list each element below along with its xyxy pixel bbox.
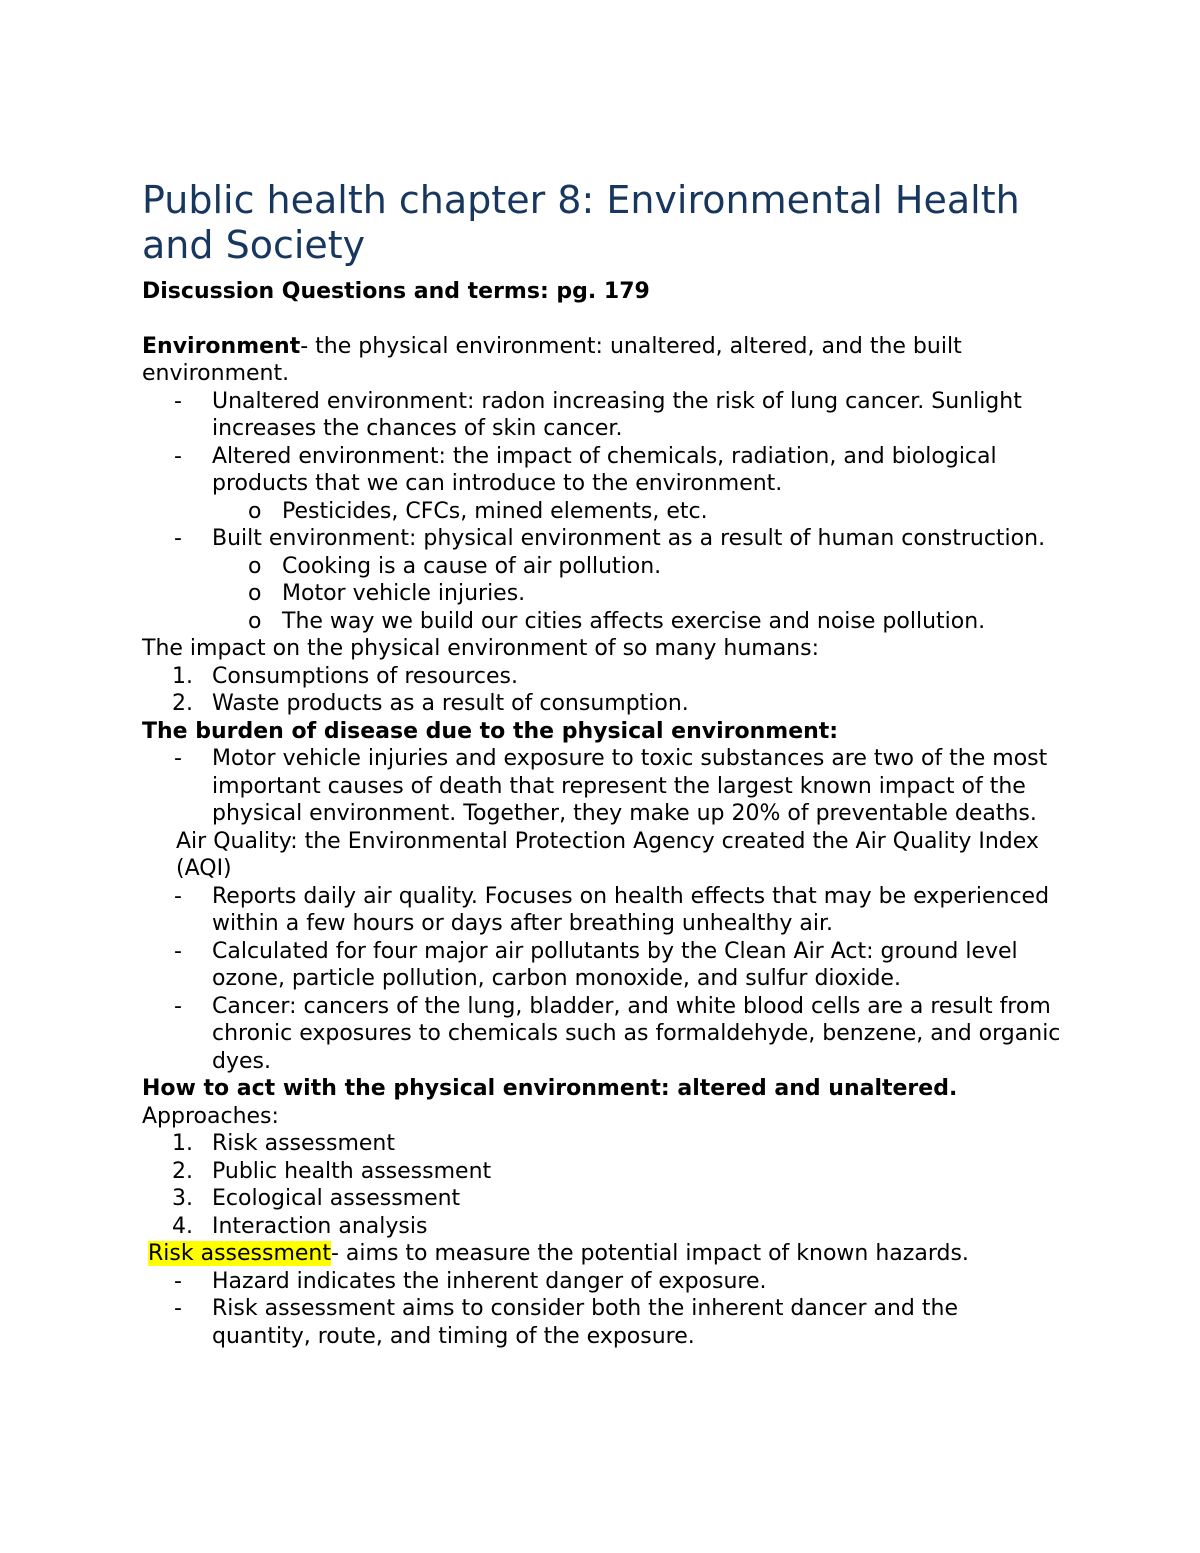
list-item: - Calculated for four major air pollutants by the Clean Air Act: ground level ozone, particle pollution, carbon monoxide, and sulfur dioxide. (174, 938, 1018, 991)
list-item: - Unaltered environment: radon increasing the risk of lung cancer. Sunlight increases the chances of skin cancer. (174, 388, 1022, 441)
circle-marker: o (248, 553, 262, 579)
approaches-label: Approaches: (142, 1103, 279, 1129)
number-marker: 2. (172, 1158, 193, 1184)
dash-marker: - (174, 993, 182, 1019)
list-item: 2. Public health assessment (172, 1158, 492, 1184)
list-item: - Risk assessment aims to consider both the inherent dancer and the quantity, route, and timing of the exposure. (174, 1296, 958, 1349)
built-sublist (142, 553, 1062, 636)
dash-marker: - (174, 1268, 182, 1294)
list-item: - Altered environment: the impact of chemicals, radiation, and biological products that we can introduce to the environment. (174, 443, 997, 496)
burden-list (142, 745, 1062, 828)
aqi-list (142, 883, 1062, 1076)
list-item: o The way we build our cities affects exercise and noise pollution. (248, 608, 986, 634)
list-item: 1. Risk assessment (172, 1131, 395, 1156)
approaches-list (142, 1130, 1062, 1240)
number-marker: 3. (172, 1186, 193, 1211)
list-item: o Pesticides, CFCs, mined elements, etc. (248, 498, 708, 524)
altered-sublist (142, 498, 1062, 526)
list-item: 1. Consumptions of resources. (172, 663, 518, 689)
environment-definition (142, 333, 1062, 388)
risk-list (142, 1268, 1062, 1351)
page-title: Public health chapter 8: Environmental Health and Society (142, 178, 1020, 267)
impact-intro: The impact on the physical environment of so many humans: (142, 636, 819, 661)
dash-marker: - (174, 1296, 182, 1321)
act-heading: How to act with the physical environment: altered and unaltered. (142, 1076, 958, 1101)
list-item: - Cancer: cancers of the lung, bladder, and white blood cells are a result from chronic exposures to chemicals such as formaldehyde, benzene, and organic dyes. (174, 993, 1061, 1074)
environment-list (142, 388, 1062, 498)
dash-marker: - (174, 746, 182, 771)
list-item: - Reports daily air quality. Focuses on health effects that may be experienced within a few hours or days after breathing unhealthy air. (174, 883, 1050, 936)
list-item: - Motor vehicle injuries and exposure to toxic substances are two of the most important causes of death that represent the largest known impact of the physical environment. Together, they make up 20% of preventable deaths. (174, 746, 1048, 826)
circle-marker: o (248, 581, 262, 606)
dash-marker: - (174, 938, 182, 964)
environment-definition-text: - the physical environment: unaltered, altered, and the built environment. (142, 333, 962, 386)
list-item: 3. Ecological assessment (172, 1186, 461, 1211)
list-item: - Hazard indicates the inherent danger of exposure. (174, 1268, 767, 1294)
subtitle: Discussion Questions and terms: pg. 179 (142, 279, 650, 304)
list-item: - Built environment: physical environment as a result of human construction. (174, 526, 1046, 551)
list-item: 4. Interaction analysis (172, 1213, 428, 1239)
risk-definition-text: - aims to measure the potential impact of known hazards. (331, 1241, 969, 1266)
environment-term: Environment (142, 333, 301, 359)
impact-list (142, 663, 1062, 718)
burden-heading: The burden of disease due to the physical environment: (142, 718, 839, 744)
risk-term-highlight: Risk assessment (148, 1241, 331, 1266)
circle-marker: o (248, 498, 262, 524)
document-page (142, 178, 1062, 1350)
list-item: o Motor vehicle injuries. (248, 581, 526, 606)
dash-marker: - (174, 883, 182, 909)
environment-list-continued (142, 525, 1062, 553)
dash-marker: - (174, 388, 182, 414)
number-marker: 1. (172, 1131, 193, 1156)
number-marker: 2. (172, 691, 193, 716)
list-item: 2. Waste products as a result of consumption. (172, 691, 689, 716)
dash-marker: - (174, 526, 182, 551)
list-item: o Cooking is a cause of air pollution. (248, 553, 662, 579)
circle-marker: o (248, 608, 262, 634)
air-quality-paragraph: Air Quality: the Environmental Protection Agency created the Air Quality Index (AQI) (176, 828, 1039, 881)
risk-definition (142, 1240, 1062, 1268)
number-marker: 4. (172, 1213, 193, 1239)
dash-marker: - (174, 443, 182, 469)
number-marker: 1. (172, 663, 193, 689)
